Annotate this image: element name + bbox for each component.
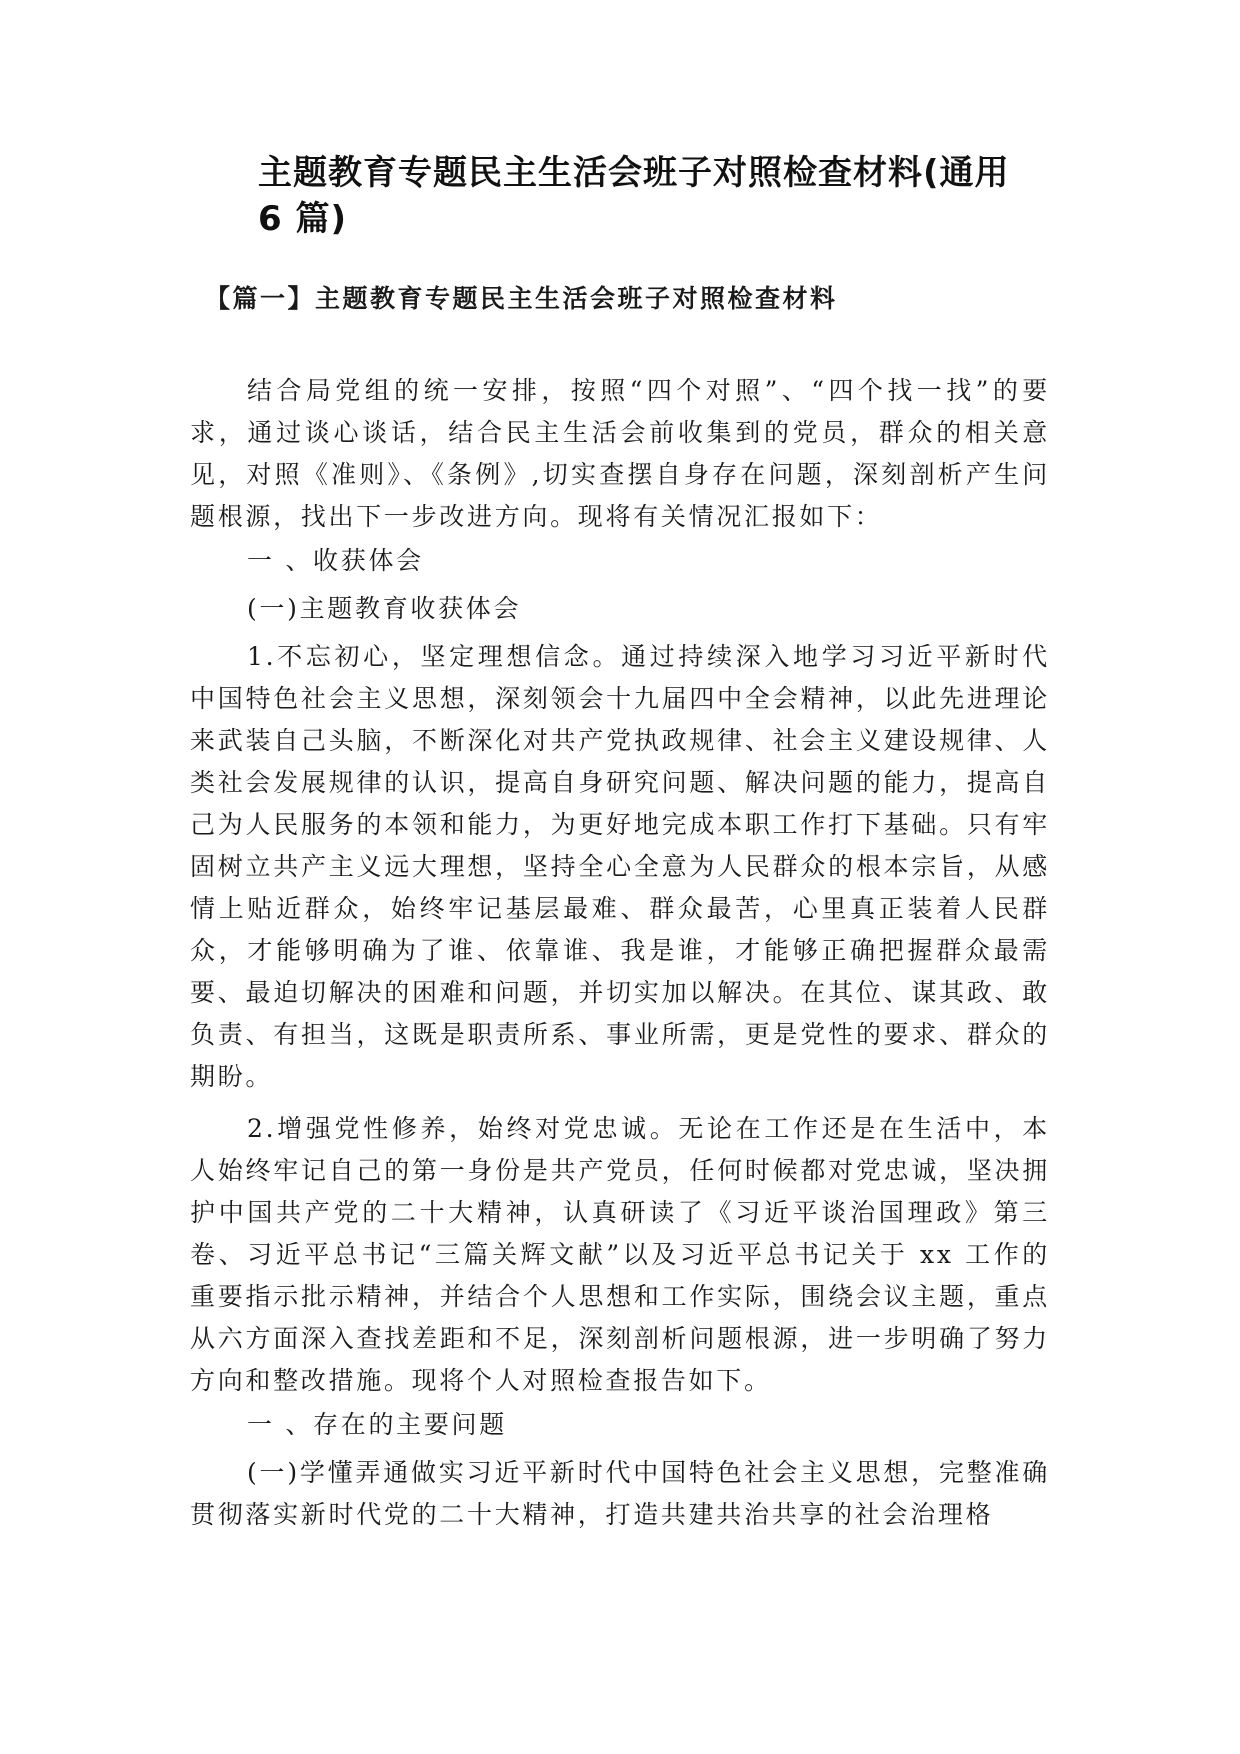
paragraph-point-1: 1.不忘初心，坚定理想信念。通过持续深入地学习习近平新时代中国特色社会主义思想，深刻领会十九届四中全会精神，以此先进理论来武装自己头脑，不断深化对共产党执政规律、社会主义建设规律、人类社会发展规律的认识，提高自身研究问题、解决问题的能力，提高自己为人民服务的本领和能力，为更好地完成本职工作打下基础。只有牢固树立共产主义远大理想，坚持全心全意为人民群众的根本宗旨，从感情上贴近群众，始终牢记基层最难、群众最苦，心里真正装着人民群众，才能够明确为了谁、依靠谁、我是谁，才能够正确把握群众最需要、最迫切解决的困难和问题，并切实加以解决。在其位、谋其政、敢负责、有担当，这既是职责所系、事业所需，更是党性的要求、群众的期盼。 — [190, 642, 1050, 1091]
paragraph-point-2: 2.增强党性修养，始终对党忠诚。无论在工作还是在生活中，本人始终牢记自己的第一身份是共产党员，任何时候都对党忠诚，坚决拥护中国共产党的二十大精神，认真研读了《习近平谈治国理政》第三卷、习近平总书记“三篇关辉文献”以及习近平总书记关于 xx 工作的重要指示批示精神，并结合个人思想和工作实际，围绕会议主题，重点从六方面深入查找差距和不足，深刻剖析问题根源，进一步明确了努力方向和整改措施。现将个人对照检查报告如下。 — [190, 1114, 1050, 1395]
heading-main-problems: 一 、存在的主要问题 — [247, 1410, 507, 1439]
section-title: 【篇一】主题教育专题民主生活会班子对照检查材料 — [205, 284, 838, 313]
heading-harvest: 一 、收获体会 — [247, 546, 424, 575]
document-body — [190, 370, 1050, 1536]
document-title: 主题教育专题民主生活会班子对照检查材料(通用 6 篇) — [258, 153, 1010, 239]
paragraph-problem-1: (一)学懂弄通做实习近平新时代中国特色社会主义思想，完整准确贯彻落实新时代党的二十大精神，打造共建共治共享的社会治理格 — [190, 1458, 1050, 1529]
intro-paragraph: 结合局党组的统一安排，按照“四个对照”、“四个找一找”的要求，通过谈心谈话，结合民主生活会前收集到的党员，群众的相关意见，对照《准则》、《条例》,切实查摆自身存在问题，深刻剖析产生问题根源，找出下一步改进方向。现将有关情况汇报如下： — [190, 376, 1050, 531]
subheading-theme-education: (一)主题教育收获体会 — [247, 594, 522, 623]
